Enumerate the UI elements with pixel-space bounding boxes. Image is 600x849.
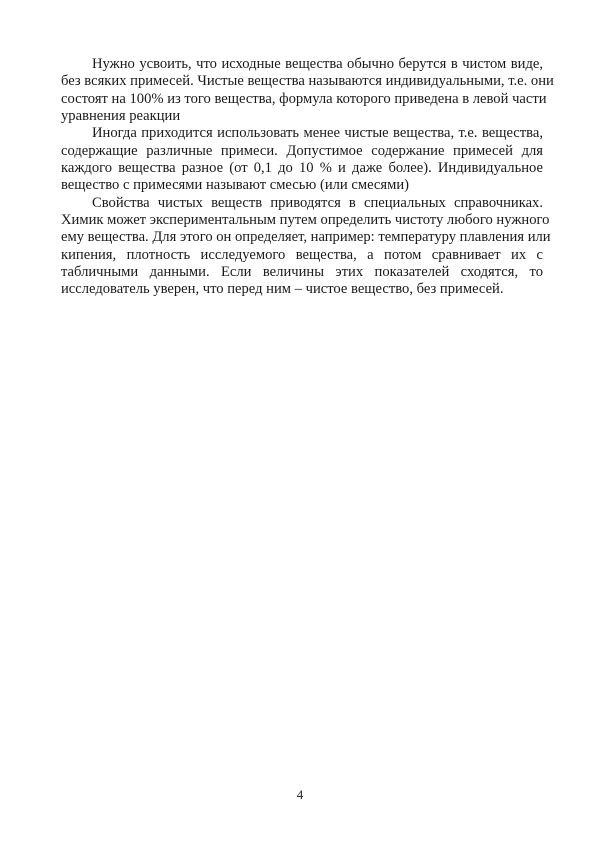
text-line: уравнения реакции bbox=[61, 108, 181, 125]
text-line: Нужно усвоить, что исходные вещества обычно берутся в чистом виде, bbox=[92, 56, 543, 72]
paragraph-1 bbox=[61, 56, 554, 125]
text-line: Иногда приходится использовать менее чистые вещества, т.е. вещества, bbox=[92, 125, 543, 142]
text-line: без всяких примесей. Чистые вещества называются индивидуальными, т.е. они bbox=[61, 73, 554, 90]
text-line: каждого вещества разное (от 0,1 до 10 % и даже более). Индивидуальное bbox=[61, 160, 543, 177]
text-line: ему вещества. Для этого он определяет, например: температуру плавления или bbox=[61, 229, 551, 246]
text-line: исследователь уверен, что перед ним – чистое вещество, без примесей. bbox=[61, 281, 504, 298]
text-line: Свойства чистых веществ приводятся в специальных справочниках. bbox=[92, 194, 543, 211]
paragraph-3 bbox=[61, 194, 551, 299]
text-line: Химик может экспериментальным путем определить чистоту любого нужного bbox=[61, 212, 550, 229]
text-line: кипения, плотность исследуемого вещества, а потом сравнивает их с bbox=[61, 246, 543, 263]
page-number: 4 bbox=[296, 787, 304, 802]
body-text bbox=[61, 56, 554, 299]
text-line: табличными данными. Если величины этих показателей сходятся, то bbox=[61, 264, 543, 281]
text-line: вещество с примесями называют смесью (или смесями) bbox=[61, 177, 410, 194]
paragraph-2 bbox=[61, 125, 543, 194]
text-line: содержащие различные примеси. Допустимое содержание примесей для bbox=[61, 142, 543, 159]
text-line: состоят на 100% из того вещества, формула которого приведена в левой части bbox=[61, 90, 547, 107]
